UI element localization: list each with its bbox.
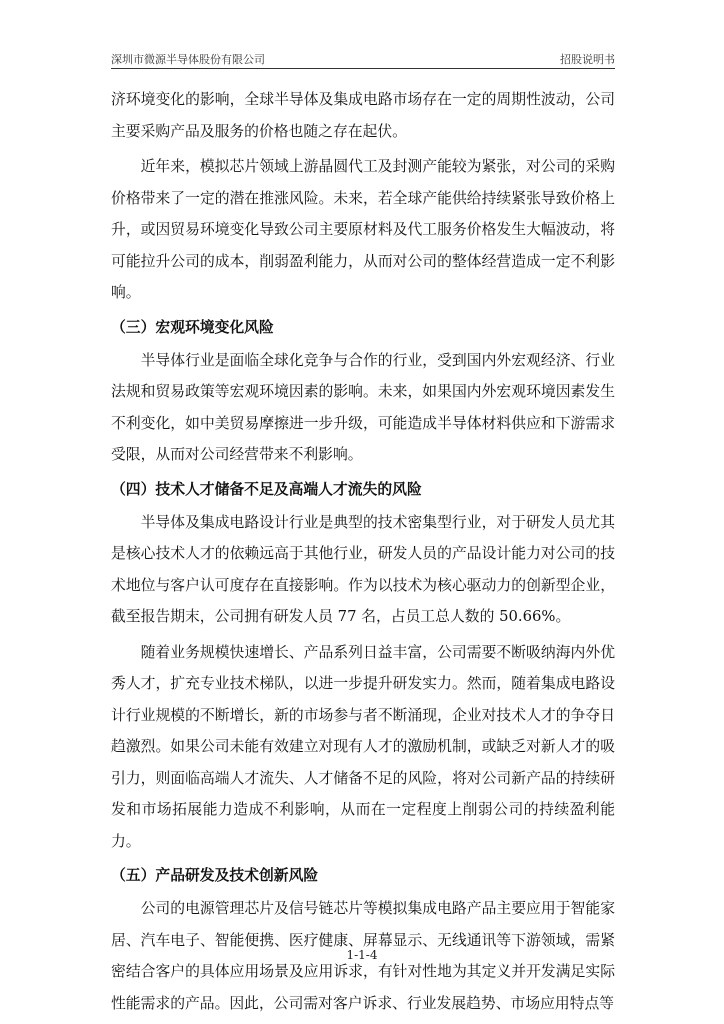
paragraph: 半导体及集成电路设计行业是典型的技术密集型行业，对于研发人员尤其是核心技术人才的依赖远高于其他行业，研发人员的产品设计能力对公司的技术地位与客户认可度存在直接影响。作为以技术为核心驱动力的创新型企业，截至报告期末，公司拥有研发人员 77 名，占员工总人数的 50.66%。 — [111, 513, 615, 625]
section-heading-macro-environment: （三）宏观环境变化风险 — [111, 318, 274, 336]
document-body — [111, 84, 615, 1019]
header-company-name: 深圳市微源半导体股份有限公司 — [111, 53, 265, 66]
page-number: 1-1-4 — [346, 948, 378, 962]
paragraph: 济环境变化的影响，全球半导体及集成电路市场存在一定的周期性波动，公司主要采购产品及服务的价格也随之存在起伏。 — [111, 91, 615, 140]
paragraph: 公司的电源管理芯片及信号链芯片等模拟集成电路产品主要应用于智能家居、汽车电子、智能便携、医疗健康、屏幕显示、无线通讯等下游领域，需紧密结合客户的具体应用场景及应用诉求，有针对性地为其定义并开发满足实际性能需求的产品。因此，公司需对客户诉求、行业发展趋势、市场应用特点等 — [111, 900, 615, 1012]
paragraph: 近年来，模拟芯片领域上游晶圆代工及封测产能较为紧张，对公司的采购价格带来了一定的潜在推涨风险。未来，若全球产能供给持续紧张导致价格上升，或因贸易环境变化导致公司主要原材料及代工服务价格发生大幅波动，将可能拉升公司的成本，削弱盈利能力，从而对公司的整体经营造成一定不利影响。 — [111, 158, 615, 301]
page-header — [111, 49, 615, 69]
header-document-type: 招股说明书 — [560, 53, 615, 66]
paragraph: 半导体行业是面临全球化竞争与合作的行业，受到国内外宏观经济、行业法规和贸易政策等宏观环境因素的影响。未来，如果国内外宏观环境因素发生不利变化，如中美贸易摩擦进一步升级，可能造成半导体材料供应和下游需求受限，从而对公司经营带来不利影响。 — [111, 351, 615, 463]
section-heading-rd-risk: （五）产品研发及技术创新风险 — [111, 867, 319, 884]
paragraph: 随着业务规模快速增长、产品系列日益丰富，公司需要不断吸纳海内外优秀人才，扩充专业技术梯队，以进一步提升研发实力。然而，随着集成电路设计行业规模的不断增长，新的市场参与者不断涌现，企业对技术人才的争夺日趋激烈。如果公司未能有效建立对现有人才的激励机制，或缺乏对新人才的吸引力，则面临高端人才流失、人才储备不足的风险，将对公司新产品的持续研发和市场拓展能力造成不利影响，从而在一定程度上削弱公司的持续盈利能力。 — [111, 643, 615, 850]
section-heading-talent-risk: （四）技术人才储备不足及高端人才流失的风险 — [111, 480, 422, 498]
